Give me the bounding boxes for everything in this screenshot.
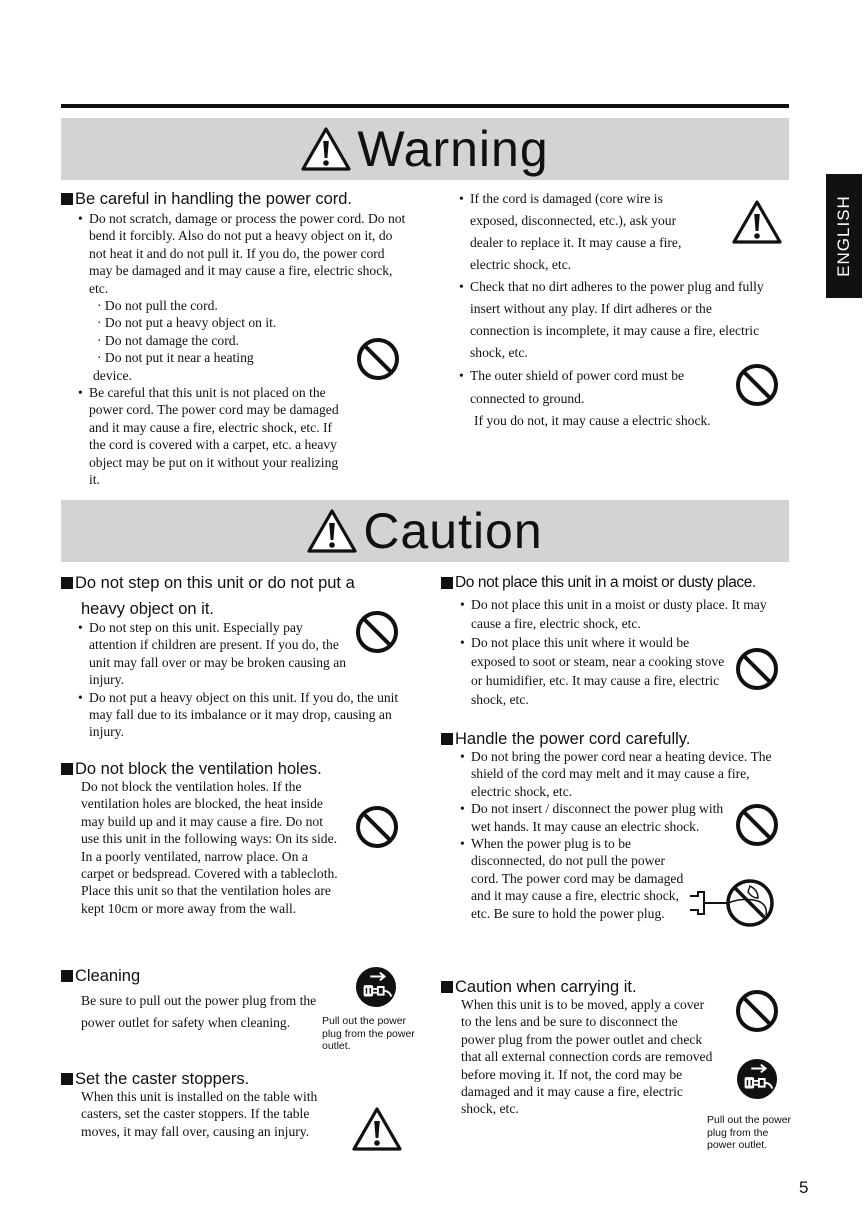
section-heading-continued: heavy object on it. [81, 600, 214, 618]
cleaning-text: Be sure to pull out the power plug from the power outlet for safety when cleaning. [81, 993, 317, 1030]
top-rule [61, 104, 789, 108]
warning-title: Warning [357, 121, 549, 177]
section-heading: Be careful in handling the power cord. [61, 188, 352, 210]
step-text: • Do not step on this unit. Especially pay attention if children are present. If you do, the unit may fall over or may be broken causing an injury. • Do not put a heavy object on this unit. If you do, the unit may fall due to its imbalance or it may drop, causing an injury. [75, 619, 408, 741]
warning-banner [61, 118, 789, 180]
warning-triangle-icon [307, 508, 357, 554]
bullet-square [61, 193, 73, 205]
section-heading: Do not place this unit in a moist or dusty place. [441, 572, 756, 594]
prohibition-icon [735, 803, 779, 847]
prohibition-icon [735, 363, 779, 407]
bullet-square [61, 577, 73, 589]
section-heading: Caution when carrying it. [441, 976, 637, 998]
warning-triangle-icon [352, 1106, 402, 1152]
bullet-square [441, 981, 453, 993]
bullet-square [441, 733, 453, 745]
prohibition-icon [355, 805, 399, 849]
section-heading: Handle the power cord carefully. [441, 728, 690, 750]
page-number: 5 [799, 1178, 809, 1197]
carry-caption: Pull out the power plug from the power outlet. [707, 1114, 792, 1151]
bullet-square [61, 970, 73, 982]
bullet-square [61, 1073, 73, 1085]
handle-text: • Do not bring the power cord near a heating device. The shield of the cord may melt and it may cause a fire, electric shock, etc. • Do not insert / disconnect the power plug with wet hands. It may cause an electric shock. • When the power plug is to be disconnected, do not pull the power cord. The power cord may be damaged and it may cause a fire, electric shock, etc. Be sure to hold the power plug. [457, 748, 782, 922]
prohibition-icon [735, 647, 779, 691]
section-heading: Do not step on this unit or do not put a [61, 572, 355, 594]
moist-text: • Do not place this unit in a moist or dusty place. It may cause a fire, electric shock, etc. • Do not place this unit where it would be exposed to soot or steam, near a cooking stove or humidifier, etc. It may cause a fire, electric shock, etc. [457, 595, 782, 709]
cleaning-caption: Pull out the power plug from the power outlet. [322, 1015, 415, 1052]
bullet-square [61, 763, 73, 775]
prohibition-icon [735, 989, 779, 1033]
section-heading: Set the caster stoppers. [61, 1068, 249, 1090]
warning-left-text: • Do not scratch, damage or process the power cord. Do not bend it forcibly. Also do not put a heavy object on it, do not heat it and do not pull it. If you do, the power cord may be damaged and it may cause a fire, electric shock, etc. · Do not pull the cord. · Do not put a heavy object on it. · Do not damage the cord. · Do not put it near a heating device. • Be careful that this unit is not placed on the power cord. The power cord may be damaged and it may cause a fire, electric shock, etc. If the cord is covered with a carpet, etc. a heavy object may be put on it without your realizing it. [75, 210, 408, 489]
vent-text: Do not block the ventilation holes. If the ventilation holes are blocked, the heat inside may build up and it may cause a fire. Do not use this unit in the following ways: On its side. In a poorly ventilated, narrow place. On a carpet or bedspread. Covered with a tablecloth. Place this unit so that the ventilation holes are kept 10cm or more away from the wall. [81, 779, 338, 916]
warning-right-text: • If the cord is damaged (core wire is exposed, disconnected, etc.), ask your dealer to replace it. It may cause a fire, electric shock, etc. • Check that no dirt adheres to the power plug and fully insert without any play. If dirt adheres or the connection is incomplete, it may cause a fire, electric shock, etc. • The outer shield of power cord must be connected to ground. If you do not, it may cause a electric shock. [456, 188, 774, 432]
section-heading: Do not block the ventilation holes. [61, 758, 322, 780]
language-tab: ENGLISH [826, 174, 862, 298]
caution-title: Caution [363, 503, 543, 559]
prohibition-icon [356, 337, 400, 381]
carry-text: When this unit is to be moved, apply a cover to the lens and be sure to disconnect the power plug from the power outlet and check that all external connection cords are removed before moving it. If not, the cord may be damaged and it may cause a fire, electric shock, etc. [461, 997, 713, 1117]
no-pull-cord-icon [688, 876, 784, 930]
warning-triangle-icon [301, 126, 351, 172]
unplug-icon [736, 1058, 778, 1100]
prohibition-icon [355, 610, 399, 654]
unplug-icon [355, 966, 397, 1008]
warning-triangle-icon [732, 199, 782, 245]
caster-text: When this unit is installed on the table with casters, set the caster stoppers. If the table moves, it may fall over, causing an injury. [81, 1089, 318, 1139]
bullet-square [441, 577, 453, 589]
caution-banner [61, 500, 789, 562]
section-heading: Cleaning [61, 965, 140, 987]
